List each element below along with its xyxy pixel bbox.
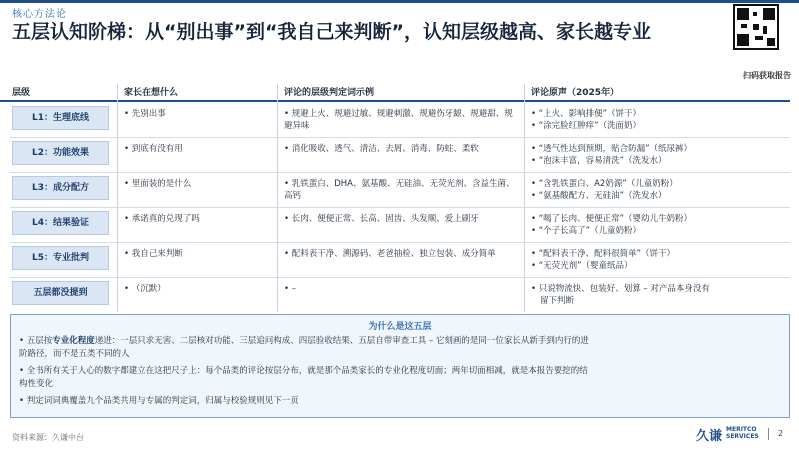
why-bullet bbox=[19, 335, 783, 348]
table-header bbox=[0, 82, 799, 100]
quote-cell: • “含乳铁蛋白、A2奶源”（儿童奶粉） bbox=[531, 179, 678, 189]
page-separator bbox=[768, 428, 769, 440]
column-header-quotes: 评论原声（2025年） bbox=[531, 88, 620, 98]
row-divider bbox=[10, 137, 790, 138]
thinking-cell: • 里面装的是什么 bbox=[124, 179, 192, 189]
why-bullet-continuation: 阶路径，而不是五类不同的人 bbox=[19, 349, 130, 359]
column-header-level: 层级 bbox=[12, 88, 31, 98]
brand-logo-line: SERVICES bbox=[726, 433, 759, 440]
row-divider bbox=[10, 277, 790, 278]
quote-cell: • “透气性达到预期，贴合防漏”（纸尿裤） bbox=[531, 144, 693, 154]
quote-cell: • “喝了长肉、便便正常”（婴幼儿牛奶粉） bbox=[531, 214, 693, 224]
why-bullet: • 判定词词典覆盖九个品类共用与专属的判定词，归属与校验规则见下一页 bbox=[19, 396, 299, 406]
keywords-cell: • – bbox=[284, 284, 296, 294]
page-title: 五层认知阶梯：从“别出事”到“我自己来判断”，认知层级越高、家长越专业 bbox=[12, 21, 651, 43]
brand-logo-subtext bbox=[726, 426, 759, 440]
column-header-thinking: 家长在想什么 bbox=[124, 88, 179, 98]
header-divider bbox=[0, 100, 790, 102]
level-badge: L1：生理底线 bbox=[12, 106, 109, 130]
column-header-keywords: 评论的层级判定词示例 bbox=[284, 88, 375, 98]
why-bullet-continuation: 构性变化 bbox=[19, 379, 54, 389]
level-badge: L2：功能效果 bbox=[12, 141, 109, 165]
section-tag: 核心方法论 bbox=[12, 9, 67, 20]
thinking-cell: • 先别出事 bbox=[124, 109, 166, 119]
brand-logo-line: MERITCO bbox=[726, 426, 757, 433]
row-divider bbox=[10, 242, 790, 243]
keywords-cell: • 消化吸收、透气、清洁、去屑、消毒、防蛀、柔软 bbox=[284, 144, 479, 154]
quote-cell: • “上火、影响排便”（饼干） bbox=[531, 109, 642, 119]
level-badge: L3：成分配方 bbox=[12, 176, 109, 200]
quote-cell: • “氨基酸配方、无硅油”（洗发水） bbox=[531, 191, 667, 201]
why-five-levels-box bbox=[10, 314, 790, 418]
quote-cell: • “配料表干净、配料很简单”（饼干） bbox=[531, 249, 676, 259]
source-note: 资料来源：久谦中台 bbox=[12, 433, 84, 442]
row-divider bbox=[10, 172, 790, 173]
qr-code-icon[interactable] bbox=[733, 4, 779, 50]
keywords-cell: • 规避上火、规避过敏、规避刺激、规避伤牙龈、规避甜、规避异味 bbox=[284, 109, 513, 131]
why-bullet-text: 递进：一层只求无害、二层核对功能、三层追问构成、四层验收结果、五层自带审查工具 – 它刻画的是同一位家长从新手到内行的进 bbox=[94, 336, 589, 346]
thinking-cell: • 承诺真的兑现了吗 bbox=[124, 214, 200, 224]
why-bullet: • 全书所有关于人心的数字都建立在这把尺子上：每个品类的评论按层分布，就是那个品类家长的专业化程度切面；两年切面相减，就是本报告要挖的结 bbox=[19, 366, 588, 376]
quote-cell: 留下判断 bbox=[540, 296, 575, 306]
top-accent-bar bbox=[0, 0, 799, 3]
thinking-cell: • 我自己来判断 bbox=[124, 249, 183, 259]
quote-cell: • “个子长高了”（儿童奶粉） bbox=[531, 226, 642, 236]
keywords-cell: • 长肉、便便正常、长高、固齿、头发顺、爱上刷牙 bbox=[284, 214, 479, 224]
thinking-cell: • 到底有没有用 bbox=[124, 144, 183, 154]
quote-cell: • “泡沫丰富，容易清洗”（洗发水） bbox=[531, 156, 667, 166]
level-badge: L4：结果验证 bbox=[12, 211, 109, 235]
why-bullet-text: • 五层按 bbox=[19, 336, 53, 346]
thinking-cell: • （沉默） bbox=[124, 284, 166, 294]
page-number: 2 bbox=[778, 429, 784, 438]
brand-logo: 久谦 bbox=[696, 429, 723, 444]
quote-cell: • “无荧光剂”（婴童纸品） bbox=[531, 261, 633, 271]
quote-cell: • “涂完脸红肿痒”（洗面奶） bbox=[531, 121, 642, 131]
row-divider bbox=[10, 207, 790, 208]
why-bullet-emphasis: 专业化程度 bbox=[52, 336, 95, 346]
level-badge: L5：专业批判 bbox=[12, 246, 109, 270]
keywords-cell: • 配料表干净、溯源码、老爸抽检、独立包装、成分简单 bbox=[284, 249, 496, 259]
why-box-title: 为什么是这五层 bbox=[368, 322, 432, 332]
level-badge: 五层都没提到 bbox=[12, 281, 109, 305]
qr-label: 扫码获取报告 bbox=[743, 71, 791, 80]
keywords-cell: • 乳铁蛋白、DHA、氨基酸、无硅油、无荧光剂、含益生菌、高钙 bbox=[284, 179, 515, 201]
quote-cell: • 只说物流快、包装好、划算 – 对产品本身没有 bbox=[531, 284, 710, 294]
